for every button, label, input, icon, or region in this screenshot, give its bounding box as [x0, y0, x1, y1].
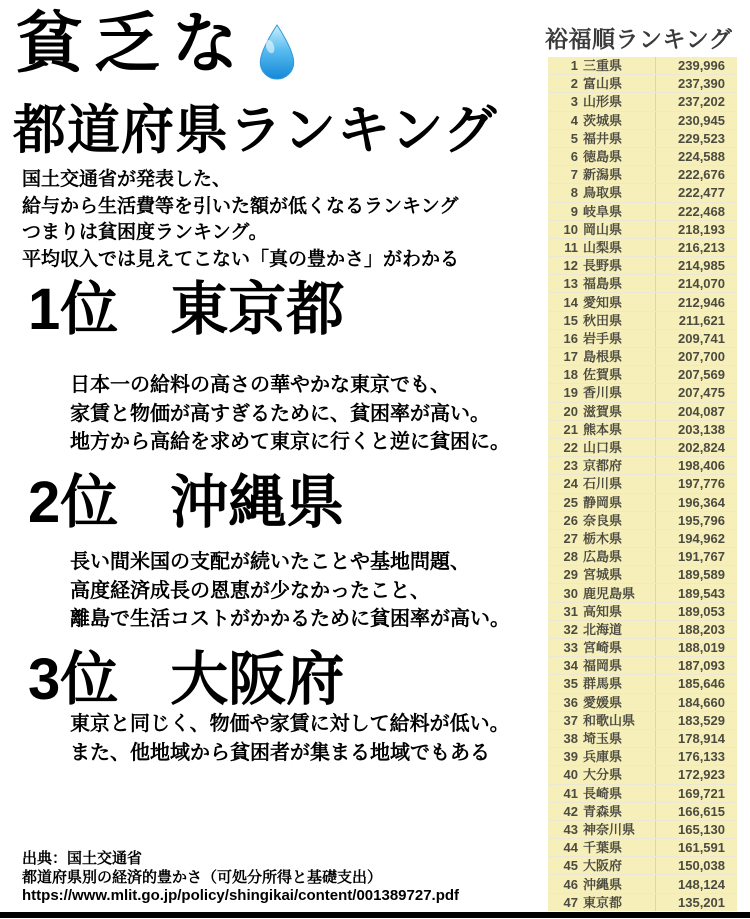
- table-row: [548, 257, 737, 275]
- rank-cell: 37: [563, 712, 578, 728]
- value-cell: 161,591: [655, 839, 737, 856]
- prefecture-cell: 宮崎県: [583, 641, 623, 655]
- value-cell: 239,996: [655, 57, 737, 74]
- value-cell: 189,543: [655, 584, 737, 601]
- prefecture-cell: 和歌山県: [583, 713, 636, 727]
- prefecture-cell: 宮城県: [583, 568, 623, 582]
- value-cell: 172,923: [655, 766, 737, 783]
- rank-cell: 44: [563, 840, 578, 856]
- droplet-icon: [257, 24, 297, 81]
- rank-cell: 26: [563, 512, 578, 528]
- table-row: [548, 112, 737, 130]
- description-line: 長い間米国の支配が続いたことや基地問題、: [70, 551, 470, 573]
- description-line: 離島で生活コストがかかるために貧困率が高い。: [70, 608, 510, 630]
- rank-cell: 18: [563, 367, 578, 383]
- rank-cell: 17: [563, 349, 578, 365]
- value-cell: 148,124: [655, 875, 737, 892]
- value-cell: 185,646: [655, 675, 737, 692]
- value-cell: 165,130: [655, 821, 737, 838]
- prefecture-cell: 岐阜県: [583, 204, 623, 218]
- rank3-description: [70, 710, 510, 767]
- value-cell: 222,477: [655, 184, 737, 201]
- intro-line: 給与から生活費等を引いた額が低くなるランキング: [22, 195, 459, 217]
- rank-cell: 32: [563, 621, 578, 637]
- rank-cell: 19: [563, 385, 578, 401]
- page-title-line1-text: 貧乏な: [16, 4, 250, 82]
- value-cell: 191,767: [655, 548, 737, 565]
- rank3-heading: [28, 648, 344, 712]
- rank-cell: 35: [563, 676, 578, 692]
- source-line: 出典：国土交通省: [22, 850, 143, 867]
- table-row: [548, 657, 737, 675]
- rank-cell: 47: [563, 894, 578, 910]
- prefecture-cell: 香川県: [583, 386, 623, 400]
- intro-line: 平均収入では見えてこない「真の豊かさ」がわかる: [22, 248, 460, 270]
- rank-cell: 11: [564, 239, 578, 255]
- description-line: 家賃と物価が高すぎるために、貧困率が高い。: [70, 402, 490, 425]
- rank-cell: 31: [563, 603, 578, 619]
- rank2-prefecture: 沖縄県: [170, 470, 345, 535]
- table-row: [548, 857, 737, 875]
- value-cell: 230,945: [655, 112, 737, 129]
- value-cell: 183,529: [655, 712, 737, 729]
- value-cell: 218,193: [655, 221, 737, 238]
- table-row: [548, 785, 737, 803]
- table-row: [548, 439, 737, 457]
- rank2-label: 2位: [28, 470, 119, 535]
- table-row: [548, 894, 737, 911]
- rank-cell: 16: [563, 330, 578, 346]
- table-row: [548, 57, 737, 75]
- table-row: [548, 694, 737, 712]
- prefecture-cell: 奈良県: [583, 513, 623, 527]
- value-cell: 198,406: [655, 457, 737, 474]
- value-cell: 224,588: [655, 148, 737, 165]
- value-cell: 211,621: [655, 312, 737, 329]
- prefecture-cell: 静岡県: [583, 495, 623, 509]
- value-cell: 222,468: [655, 203, 737, 220]
- value-cell: 212,946: [655, 293, 737, 310]
- prefecture-cell: 埼玉県: [583, 732, 623, 746]
- rank-cell: 46: [563, 876, 578, 892]
- rank-cell: 5: [570, 130, 578, 146]
- prefecture-cell: 千葉県: [583, 841, 623, 855]
- rank1-label: 1位: [28, 277, 119, 342]
- table-row: [548, 93, 737, 111]
- rank-cell: 34: [563, 658, 578, 674]
- prefecture-cell: 新潟県: [583, 168, 623, 182]
- prefecture-cell: 山形県: [583, 95, 623, 109]
- table-row: [548, 639, 737, 657]
- rank-cell: 13: [563, 276, 578, 292]
- wealth-table-body: [548, 57, 737, 911]
- rank1-prefecture: 東京都: [170, 277, 345, 342]
- rank-cell: 22: [563, 440, 578, 456]
- table-row: [548, 730, 737, 748]
- value-cell: 204,087: [655, 403, 737, 420]
- rank-cell: 38: [563, 731, 578, 747]
- rank-cell: 14: [563, 294, 578, 310]
- value-cell: 229,523: [655, 130, 737, 147]
- prefecture-cell: 三重県: [583, 59, 623, 73]
- description-line: また、他地域から貧困者が集まる地域でもある: [70, 741, 490, 764]
- table-row: [548, 457, 737, 475]
- rank1-heading: [28, 278, 344, 342]
- value-cell: 222,676: [655, 166, 737, 183]
- prefecture-cell: 大分県: [583, 768, 623, 782]
- source-note: [22, 850, 459, 906]
- prefecture-cell: 沖縄県: [583, 877, 623, 891]
- value-cell: 194,962: [655, 530, 737, 547]
- table-row: [548, 384, 737, 402]
- table-row: [548, 839, 737, 857]
- value-cell: 216,213: [655, 239, 737, 256]
- table-row: [548, 548, 737, 566]
- value-cell: 184,660: [655, 694, 737, 711]
- prefecture-cell: 北海道: [583, 622, 623, 636]
- prefecture-cell: 石川県: [583, 477, 623, 491]
- value-cell: 135,201: [655, 894, 737, 911]
- page-title-line1: [16, 2, 250, 85]
- value-cell: 237,390: [655, 75, 737, 92]
- rank-cell: 29: [563, 567, 578, 583]
- rank-cell: 39: [563, 749, 578, 765]
- description-line: 日本一の給料の高さの華やかな東京でも、: [70, 374, 450, 396]
- rank-cell: 2: [570, 76, 578, 92]
- prefecture-cell: 愛知県: [583, 295, 623, 309]
- prefecture-cell: 滋賀県: [583, 404, 623, 418]
- rank-cell: 41: [563, 785, 578, 801]
- value-cell: 207,700: [655, 348, 737, 365]
- page-title-line2: 都道府県ランキング: [13, 101, 498, 160]
- table-row: [548, 675, 737, 693]
- prefecture-cell: 栃木県: [583, 531, 623, 545]
- value-cell: 214,070: [655, 275, 737, 292]
- rank-cell: 9: [570, 203, 578, 219]
- prefecture-cell: 岡山県: [583, 222, 623, 236]
- table-row: [548, 75, 737, 93]
- rank-cell: 36: [563, 694, 578, 710]
- wealth-table-title: 裕福順ランキング: [545, 26, 733, 52]
- table-row: [548, 348, 737, 366]
- table-row: [548, 366, 737, 384]
- description-line: 地方から高給を求めて東京に行くと逆に貧困に。: [70, 431, 510, 453]
- rank-cell: 45: [563, 858, 578, 874]
- rank-cell: 10: [563, 221, 578, 237]
- value-cell: 207,475: [655, 384, 737, 401]
- prefecture-cell: 徳島県: [583, 150, 623, 164]
- description-line: 高度経済成長の恩恵が少なかったこと、: [70, 579, 430, 602]
- prefecture-cell: 長崎県: [583, 786, 623, 800]
- prefecture-cell: 群馬県: [583, 677, 623, 691]
- rank-cell: 40: [563, 767, 578, 783]
- rank1-description: [70, 371, 510, 457]
- rank-cell: 1: [570, 58, 578, 74]
- prefecture-cell: 熊本県: [583, 422, 623, 436]
- prefecture-cell: 愛媛県: [583, 695, 623, 709]
- prefecture-cell: 佐賀県: [583, 368, 623, 382]
- table-row: [548, 203, 737, 221]
- prefecture-cell: 長野県: [583, 259, 623, 273]
- table-row: [548, 512, 737, 530]
- prefecture-cell: 鹿児島県: [583, 586, 636, 600]
- table-row: [548, 421, 737, 439]
- value-cell: 214,985: [655, 257, 737, 274]
- rank-cell: 7: [570, 167, 578, 183]
- table-row: [548, 475, 737, 493]
- rank3-prefecture: 大阪府: [170, 647, 345, 712]
- rank-cell: 15: [563, 312, 578, 328]
- prefecture-cell: 秋田県: [583, 313, 623, 327]
- rank-cell: 20: [563, 403, 578, 419]
- prefecture-cell: 神奈川県: [583, 822, 636, 836]
- table-row: [548, 530, 737, 548]
- source-url: https://www.mlit.go.jp/policy/shingikai/content/001389727.pdf: [22, 887, 460, 904]
- table-row: [548, 603, 737, 621]
- table-row: [548, 221, 737, 239]
- prefecture-cell: 山口県: [583, 441, 623, 455]
- table-row: [548, 748, 737, 766]
- prefecture-cell: 青森県: [583, 804, 623, 818]
- value-cell: 196,364: [655, 494, 737, 511]
- rank3-label: 3位: [28, 647, 119, 712]
- table-row: [548, 821, 737, 839]
- prefecture-cell: 高知県: [583, 604, 623, 618]
- prefecture-cell: 福井県: [583, 131, 623, 145]
- rank-cell: 6: [570, 149, 578, 165]
- rank-cell: 43: [563, 821, 578, 837]
- rank-cell: 30: [563, 585, 578, 601]
- value-cell: 178,914: [655, 730, 737, 747]
- table-row: [548, 293, 737, 311]
- rank-cell: 33: [563, 640, 578, 656]
- rank-cell: 27: [563, 530, 578, 546]
- rank-cell: 3: [570, 94, 578, 110]
- table-row: [548, 184, 737, 202]
- rank-cell: 8: [570, 185, 578, 201]
- intro-line: つまりは貧困度ランキング。: [22, 222, 268, 243]
- value-cell: 150,038: [655, 857, 737, 874]
- prefecture-cell: 福島県: [583, 277, 623, 291]
- value-cell: 203,138: [655, 421, 737, 438]
- value-cell: 189,053: [655, 603, 737, 620]
- source-line: 都道府県別の経済的豊かさ（可処分所得と基礎支出）: [22, 868, 383, 886]
- prefecture-cell: 茨城県: [583, 113, 623, 127]
- rank-cell: 24: [563, 476, 578, 492]
- prefecture-cell: 鳥取県: [583, 186, 623, 200]
- intro-line: 国土交通省が発表した、: [22, 169, 232, 190]
- table-row: [548, 494, 737, 512]
- value-cell: 207,569: [655, 366, 737, 383]
- value-cell: 176,133: [655, 748, 737, 765]
- rank-cell: 12: [563, 258, 578, 274]
- value-cell: 237,202: [655, 93, 737, 110]
- table-row: [548, 803, 737, 821]
- rank2-description: [70, 548, 510, 634]
- value-cell: 166,615: [655, 803, 737, 820]
- value-cell: 188,203: [655, 621, 737, 638]
- table-row: [548, 312, 737, 330]
- value-cell: 195,796: [655, 512, 737, 529]
- table-row: [548, 403, 737, 421]
- intro-text: [22, 167, 459, 273]
- prefecture-cell: 大阪府: [583, 859, 623, 873]
- rank-cell: 4: [570, 112, 578, 128]
- value-cell: 197,776: [655, 475, 737, 492]
- prefecture-cell: 山梨県: [583, 240, 623, 254]
- table-row: [548, 148, 737, 166]
- value-cell: 209,741: [655, 330, 737, 347]
- prefecture-cell: 島根県: [583, 350, 623, 364]
- prefecture-cell: 福岡県: [583, 659, 623, 673]
- table-row: [548, 166, 737, 184]
- prefecture-cell: 兵庫県: [583, 750, 623, 764]
- prefecture-cell: 富山県: [583, 77, 623, 91]
- bottom-border: [0, 912, 750, 918]
- table-row: [548, 275, 737, 293]
- prefecture-cell: 東京都: [583, 895, 623, 909]
- rank-cell: 28: [563, 549, 578, 565]
- rank-cell: 23: [563, 458, 578, 474]
- table-row: [548, 330, 737, 348]
- rank-cell: 25: [563, 494, 578, 510]
- rank-cell: 21: [563, 421, 578, 437]
- table-row: [548, 875, 737, 893]
- description-line: 東京と同じく、物価や家賃に対して給料が低い。: [70, 713, 510, 735]
- value-cell: 202,824: [655, 439, 737, 456]
- table-row: [548, 766, 737, 784]
- value-cell: 189,589: [655, 566, 737, 583]
- value-cell: 188,019: [655, 639, 737, 656]
- table-row: [548, 566, 737, 584]
- value-cell: 187,093: [655, 657, 737, 674]
- table-row: [548, 621, 737, 639]
- table-row: [548, 584, 737, 602]
- table-row: [548, 130, 737, 148]
- rank2-heading: [28, 471, 344, 535]
- prefecture-cell: 京都府: [583, 459, 623, 473]
- prefecture-cell: 広島県: [583, 550, 623, 564]
- table-row: [548, 239, 737, 257]
- prefecture-cell: 岩手県: [583, 331, 623, 345]
- rank-cell: 42: [563, 803, 578, 819]
- table-row: [548, 712, 737, 730]
- value-cell: 169,721: [655, 785, 737, 802]
